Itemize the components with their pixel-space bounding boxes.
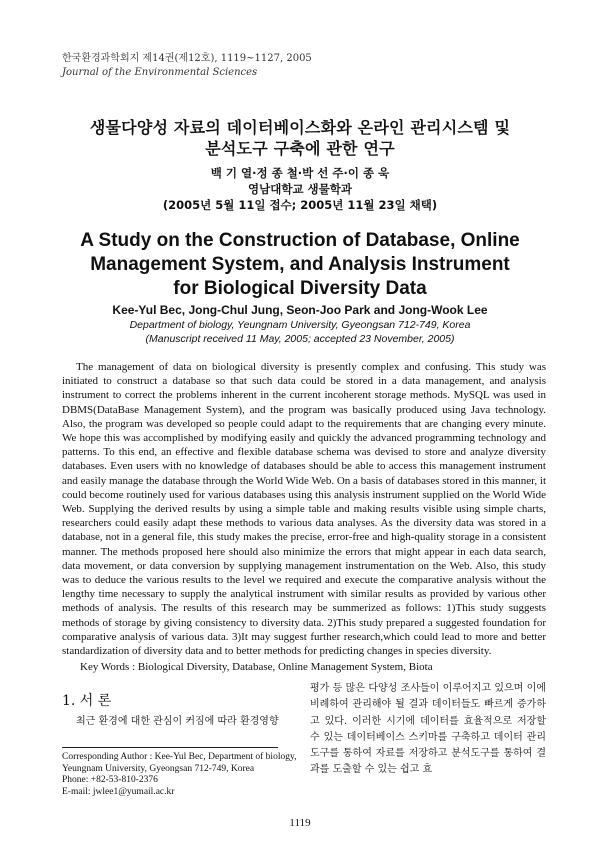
page-number: 1119 bbox=[289, 817, 311, 829]
journal-header bbox=[62, 52, 312, 80]
footnote-author-line: Corresponding Author : Kee-Yul Bec, Department of biology, bbox=[62, 752, 297, 762]
corresponding-author-footnote bbox=[62, 752, 312, 798]
korean-author-names: 백 기 열·정 종 철·박 선 주·이 종 욱 bbox=[210, 166, 390, 180]
korean-title bbox=[0, 117, 600, 159]
english-title-line-1: A Study on the Construction of Database, Online bbox=[80, 230, 520, 251]
introduction-left-column: 최근 환경에 대한 관심이 커짐에 따라 환경영향 bbox=[76, 716, 279, 727]
abstract-text: The management of data on biological diversity is presently complex and confusing. This study was initiated to construct a database so that such data could be stored in a data management, and analysis instrument to correct the problems inherent in the current incoherent storage methods. MySQL was used in DBMS(DataBase Management System), and the program was basically produced using Java technology. Also, the program was developed so people could adapt to the requirements that are changing every minute. We hope this was accomplished by modifying easily and quickly the advanced programming technology and patterns. To this end, an effective and flexible database schema was devised to store and analyze diversity databases. Even users with no knowledge of databases should be able to access this management instrument and easily manage the database through the World Wide Web. On a basis of databases stored in this manner, it could become routinely used for various databases using this analysis instrument supplied on the World Wide Web. Supplying the derived results by using a simple table and making results visible using simple charts, researchers could easily adapt these methods to various data analyses. As the diversity data was stored in a database, not in a general file, this study makes the precise, error-free and high-quality storage in a consistent manner. The methods proposed here should also minimize the errors that might appear in each data search, data movement, or data conversion by supplying management instrumentation on the Web. Also, this study was to deduce the various results to the level we required and execute the comparative analysis without the lengthy time necessary to supply the analytical instrument with similar results as provided by various other methods of analysis. The results of this research may be summerized as follows: 1)This study suggests methods of storage by giving consistency to diversity data. 2)This study prepared a suggested foundation for comparative analysis of various data. 3)It may suggest further research,which could lead to more and better standardization of diversity data and to better methods for predicting changes in species diversity. bbox=[62, 361, 546, 658]
english-title bbox=[0, 229, 600, 301]
footnote-address-line: Yeungnam University, Gyeongsan 712-749, Korea bbox=[62, 763, 255, 774]
introduction-right-column: 평가 등 많은 다양성 조사들이 이루어지고 있으며 이에 비례하여 관리해야 될 결과 데이터들도 빠르게 증가하고 있다. 이러한 시기에 데이터를 효율적으로 저장할 수 있는 데이터베이스 스키마를 구축하고 데이터 관리 도구를 통하여 자료를 저장하고 분석도구를 통하여 결과를 도출할 수 있는 쉽고 효 bbox=[310, 683, 546, 776]
footnote-phone-line: Phone: +82-53-810-2376 bbox=[62, 775, 158, 785]
english-title-line-2: Management System, and Analysis Instrument bbox=[90, 254, 510, 275]
footnote-divider bbox=[62, 747, 278, 748]
korean-affiliation: 영남대학교 생물학과 bbox=[248, 182, 352, 196]
journal-citation-ko: 한국환경과학회지 제14권(제12호), 1119~1127, 2005 bbox=[62, 53, 312, 64]
english-title-line-3: for Biological Diversity Data bbox=[173, 278, 427, 299]
english-author-names: Kee-Yul Bec, Jong-Chul Jung, Seon-Joo Park and Jong-Wook Lee bbox=[112, 303, 488, 317]
journal-title-en: Journal of the Environmental Sciences bbox=[62, 67, 258, 78]
english-affiliation-block bbox=[0, 318, 600, 346]
korean-author-block bbox=[0, 165, 600, 213]
korean-title-line-2: 분석도구 구축에 관한 연구 bbox=[205, 139, 395, 158]
english-department: Department of biology, Yeungnam University, Gyeongsan 712-749, Korea bbox=[129, 319, 471, 331]
english-received-dates: (Manuscript received 11 May, 2005; accepted 23 November, 2005) bbox=[145, 333, 455, 345]
korean-title-line-1: 생물다양성 자료의 데이터베이스화와 온라인 관리시스템 및 bbox=[89, 118, 511, 137]
korean-received-dates: (2005년 5월 11일 접수; 2005년 11월 23일 채택) bbox=[162, 198, 438, 212]
section-heading-introduction: 1. 서 론 bbox=[62, 693, 112, 709]
footnote-email-line: E-mail: jwlee1@yumail.ac.kr bbox=[62, 786, 175, 797]
keywords: Key Words : Biological Diversity, Database, Online Management System, Biota bbox=[80, 661, 433, 673]
